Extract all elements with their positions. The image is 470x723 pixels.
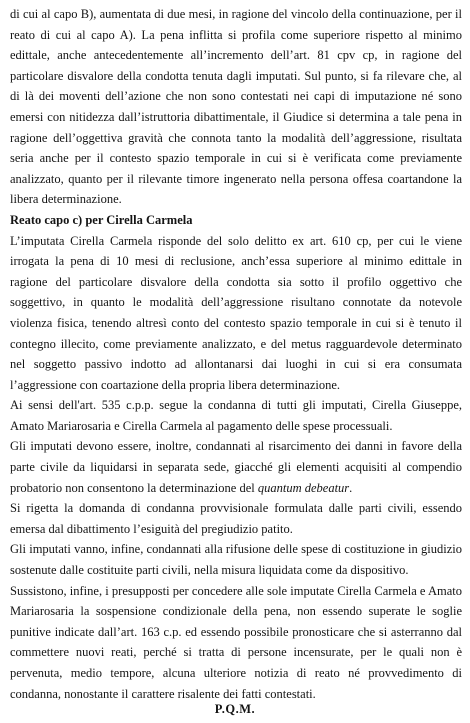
pqm-heading: P.Q.M. [214, 702, 256, 716]
risarcimento-end: . [349, 480, 353, 495]
paragraph-cirella-carmela: L’imputata Cirella Carmela risponde del solo delitto ex art. 610 cp, per cui le viene irrogata la pena di 10 mesi di reclusione, anch’essa superiore al minimo edittale in ragione del particolare disvalore della condotta sia sotto il profilo oggettivo che soggettivo, in quanto le modalità dell’aggressione risultano connotate da notevole violenza fisica, tenendo altresì conto del contesto spazio temporale in cui si è tenuto il contegno illecito, come previamente analizzato, e del metus ragguardevole determinato nel soggetto passivo indotto ad allontanarsi dai luoghi in cui si era consumata l’aggressione con coartazione della propria libera determinazione. [10, 233, 462, 392]
paragraph-risarcimento [10, 436, 462, 498]
paragraph-sospensione-condizionale: Sussistono, infine, i presupposti per concedere alle sole imputate Cirella Carmela e Amato Mariarosaria la sospensione condizionale della pena, non essendo superate le soglie punitive indicate dall’art. 163 c.p. ed essendo possibile pronosticare che si asterranno dal commettere nuovi reati, perché si tratta di persone incensurate, per le quali non è pervenuta, medio tempore, alcuna ulteriore notizia di reato né provvedimento di condanna, nonostante il carattere risalente dei fatti contestati. [10, 583, 462, 701]
risarcimento-text: Gli imputati devono essere, inoltre, condannati al risarcimento dei danni in favore della parte civile da liquidarsi in separata sede, giacché gli elementi acquisiti al compendio probatorio non consentono la determinazione del [10, 439, 462, 495]
section-heading-capo-c: Reato capo c) per Cirella Carmela [10, 212, 193, 227]
paragraph-sentencing-capo-b: di cui al capo B), aumentata di due mesi, in ragione del vincolo della continuazione, per il reato di cui al capo A). La pena inflitta si profila come superiore rispetto al minimo edittale, anche antecedentemente all’incremento dell’art. 81 cpv cp, in ragione del particolare disvalore della condotta tenuta dagli imputati. Sul punto, si fa rilevare che, al di là dei moventi dell’azione che non sono contestati nei capi di imputazione né sono emersi con nitidezza dall’istruttoria dibattimentale, il Giudice si determina a tale pena in ragione dell’oggettiva gravità che connota tanto la modalità dell’aggressione, risultata seria anche per il contesto spazio temporale in cui si è verificata come previamente analizzato, quanto per il rilevante timore ingenerato nella persona offesa coartandone la libera determinazione. [10, 7, 462, 207]
paragraph-art-535: Ai sensi dell'art. 535 c.p.p. segue la condanna di tutti gli imputati, Cirella Giuseppe, Amato Mariarosaria e Cirella Carmela al pagamento delle spese processuali. [10, 398, 462, 433]
paragraph-spese-parti-civili: Gli imputati vanno, infine, condannati alla rifusione delle spese di costituzione in giudizio sostenute dalle costituite parti civili, nella misura liquidata come da dispositivo. [10, 542, 462, 578]
paragraph-provvisionale: Si rigetta la domanda di condanna provvisionale formulata dalle parti civili, essendo emersa dal dibattimento l’esiguità del pregiudizio patito. [10, 501, 462, 536]
quantum-debeatur-italic: quantum debeatur [257, 480, 350, 495]
